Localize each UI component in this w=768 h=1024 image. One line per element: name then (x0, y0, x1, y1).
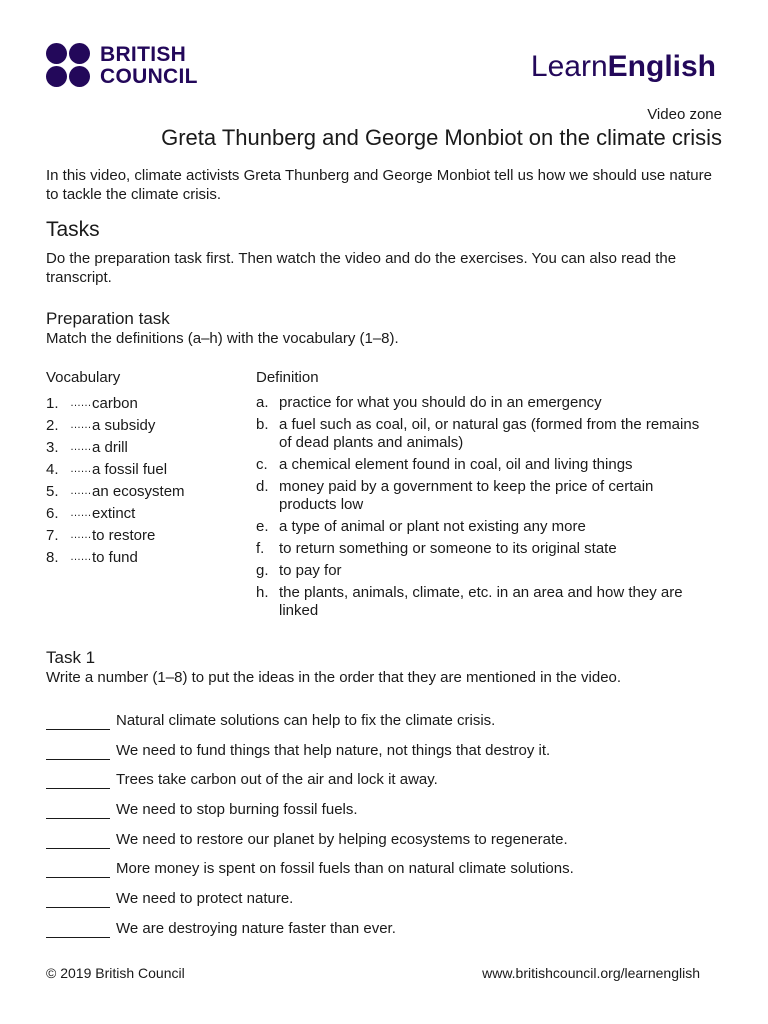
le-logo-light: Learn (530, 50, 608, 83)
preparation-instruction: Match the definitions (a–h) with the vocabulary (1–8). (46, 330, 399, 347)
vocab-item: 7. …… to restore (46, 527, 156, 544)
answer-blank[interactable] (46, 890, 110, 908)
answer-blank[interactable] (46, 860, 110, 878)
definition-item: b. a fuel such as coal, oil, or natural gas (formed from the remains of dead plants and animals) (256, 416, 700, 451)
definition-heading: Definition (256, 369, 319, 386)
learnenglish-logo (531, 50, 716, 84)
definition-item: e. a type of animal or plant not existing any more (256, 518, 586, 535)
british-council-wordmark (100, 44, 198, 88)
page-title: Greta Thunberg and George Monbiot on the climate crisis (161, 125, 722, 150)
definition-item: c. a chemical element found in coal, oil and living things (256, 456, 633, 473)
task1-list (46, 712, 574, 950)
vocabulary-heading: Vocabulary (46, 369, 121, 386)
vocab-item: 1. …… carbon (46, 395, 138, 412)
footer-url[interactable]: www.britishcouncil.org/learnenglish (482, 965, 700, 981)
bc-logo-line2: COUNCIL (100, 65, 198, 88)
preparation-heading: Preparation task (46, 309, 170, 328)
vocabulary-list (46, 394, 185, 570)
definition-item: h. the plants, animals, climate, etc. in an area and how they are linked (256, 584, 683, 619)
answer-blank[interactable] (46, 831, 110, 849)
list-item: We need to restore our planet by helping ecosystems to regenerate. (46, 831, 574, 861)
tasks-text: Do the preparation task first. Then watch the video and do the exercises. You can also read the transcript. (46, 250, 677, 286)
task1-heading: Task 1 (46, 648, 96, 667)
vocab-item: 8. …… to fund (46, 549, 138, 566)
answer-blank[interactable] (46, 801, 110, 819)
answer-blank[interactable] (46, 712, 110, 730)
vocab-item: 5. …… an ecosystem (46, 483, 185, 500)
list-item: More money is spent on fossil fuels than on natural climate solutions. (46, 860, 574, 890)
vocab-item: 4. …… a fossil fuel (46, 461, 168, 478)
task1-instruction: Write a number (1–8) to put the ideas in the order that they are mentioned in the video. (46, 669, 622, 686)
bc-logo-line1: BRITISH (100, 43, 187, 66)
british-council-dots-icon (46, 43, 92, 89)
list-item: Trees take carbon out of the air and lock it away. (46, 771, 574, 801)
list-item: Natural climate solutions can help to fix the climate crisis. (46, 712, 574, 742)
list-item: We need to fund things that help nature, not things that destroy it. (46, 742, 574, 772)
tasks-heading: Tasks (46, 218, 100, 241)
definition-item: d. money paid by a government to keep the price of certain products low (256, 478, 654, 513)
definition-list (256, 394, 706, 624)
list-item: We are destroying nature faster than ever. (46, 920, 574, 950)
answer-blank[interactable] (46, 920, 110, 938)
intro-text: In this video, climate activists Greta Thunberg and George Monbiot tell us how we should use nature to tackle the climate crisis. (46, 167, 712, 203)
definition-item: f. to return something or someone to its original state (256, 540, 617, 557)
list-item: We need to protect nature. (46, 890, 574, 920)
list-item: We need to stop burning fossil fuels. (46, 801, 574, 831)
vocab-item: 6. …… extinct (46, 505, 136, 522)
footer-copyright: © 2019 British Council (46, 965, 185, 981)
answer-blank[interactable] (46, 771, 110, 789)
vocab-item: 3. …… a drill (46, 439, 128, 456)
answer-blank[interactable] (46, 742, 110, 760)
definition-item: a. practice for what you should do in an emergency (256, 394, 602, 411)
le-logo-bold: English (607, 50, 716, 83)
definition-item: g. to pay for (256, 562, 342, 579)
vocab-item: 2. …… a subsidy (46, 417, 156, 434)
british-council-logo (46, 43, 198, 89)
section-label: Video zone (647, 106, 722, 123)
